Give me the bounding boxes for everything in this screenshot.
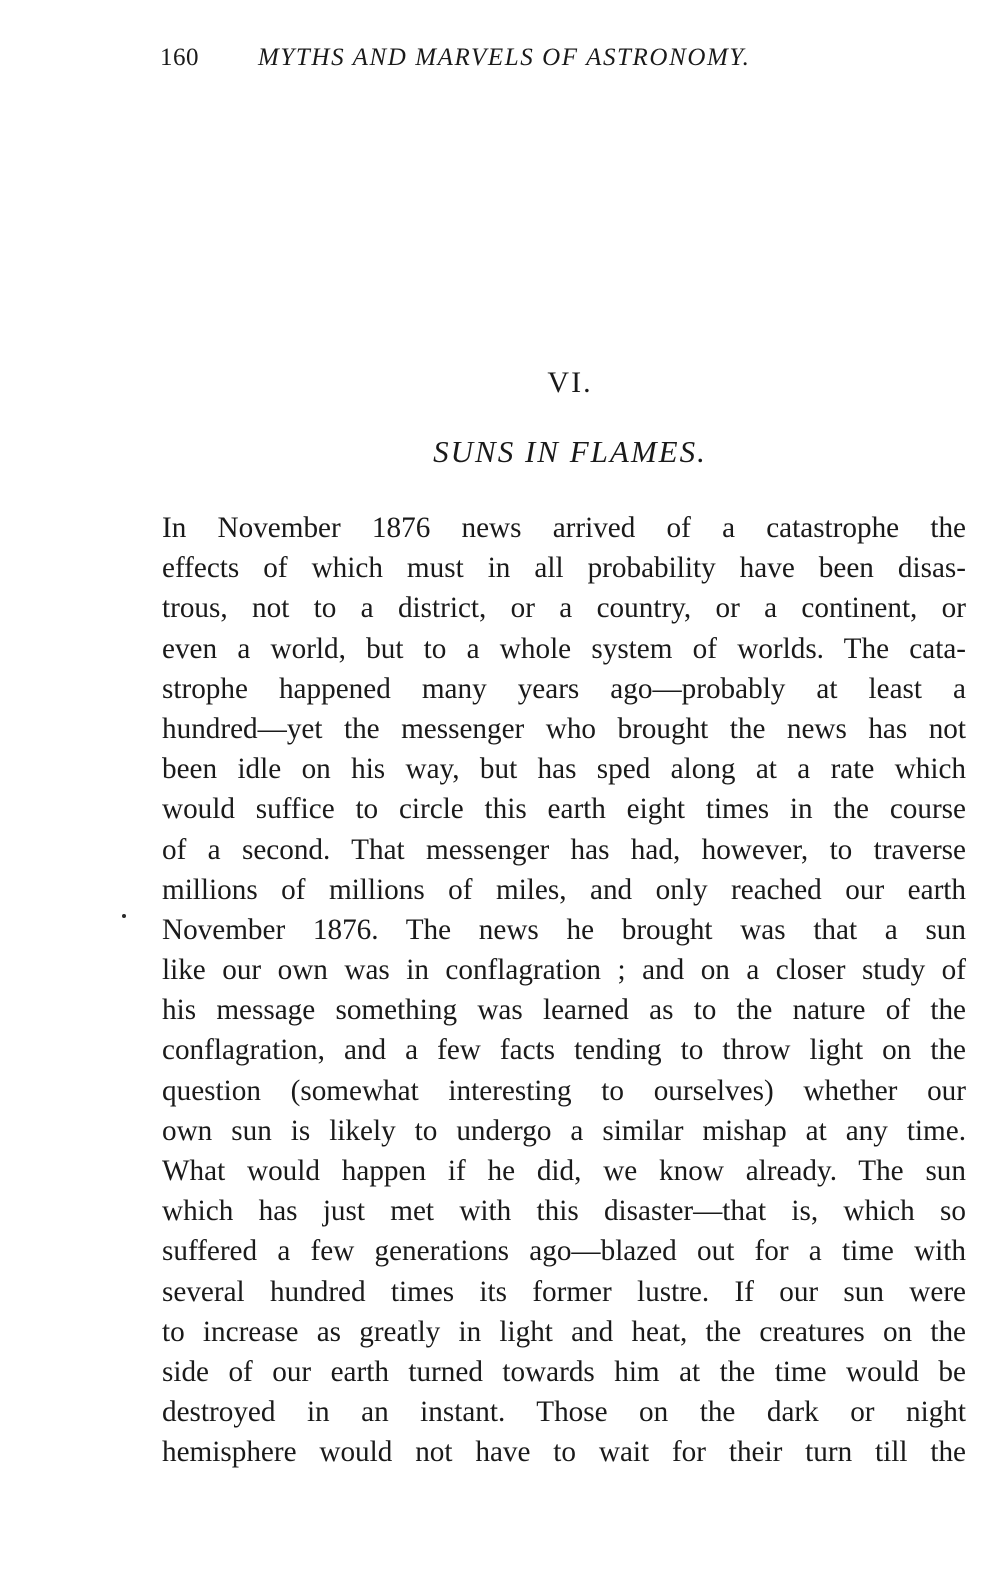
text-line: hundred—yet the messenger who brought the news has not (162, 712, 966, 745)
text-line: side of our earth turned towards him at the time would be (162, 1355, 966, 1388)
text-line: November 1876. The news he brought was that a sun (162, 913, 966, 946)
text-line: In November 1876 news arrived of a catastrophe the (162, 512, 966, 544)
running-head (160, 44, 970, 84)
text-line: conflagration, and a few facts tending to throw light on the (162, 1034, 966, 1067)
margin-dot (122, 914, 126, 918)
text-line: which has just met with this disaster—that is, which so (162, 1195, 966, 1228)
text-line: several hundred times its former lustre. If our sun were (162, 1275, 966, 1308)
body-text (162, 508, 966, 1473)
text-line: What would happen if he did, we know already. The sun (162, 1155, 966, 1187)
chapter-number: VI. (547, 366, 593, 399)
text-line: question (somewhat interesting to ourselves) whether our (162, 1074, 966, 1107)
text-line: destroyed in an instant. Those on the dark or night (162, 1396, 966, 1429)
text-line: millions of millions of miles, and only reached our earth (162, 873, 966, 906)
text-line: of a second. That messenger has had, however, to traverse (162, 833, 966, 866)
chapter-title: SUNS IN FLAMES. (433, 434, 707, 469)
text-line: been idle on his way, but has sped along at a rate which (162, 753, 966, 786)
text-line: like our own was in conflagration ; and on a closer study of (162, 954, 966, 987)
text-line: strophe happened many years ago—probably at least a (162, 672, 966, 705)
running-title: MYTHS AND MARVELS OF ASTRONOMY. (258, 44, 751, 71)
text-line: trous, not to a district, or a country, or a continent, or (162, 592, 966, 625)
text-line: own sun is likely to undergo a similar mishap at any time. (162, 1114, 966, 1147)
text-line: hemisphere would not have to wait for their turn till the (162, 1436, 966, 1469)
text-line: to increase as greatly in light and heat, the creatures on the (162, 1315, 966, 1348)
page-number: 160 (160, 44, 199, 71)
text-line: even a world, but to a whole system of worlds. The cata- (162, 632, 966, 665)
text-line: his message something was learned as to the nature of the (162, 994, 966, 1027)
text-line: would suffice to circle this earth eight times in the course (162, 793, 966, 826)
text-line: suffered a few generations ago—blazed out for a time with (162, 1235, 966, 1268)
text-line: effects of which must in all probability have been disas- (162, 552, 966, 585)
